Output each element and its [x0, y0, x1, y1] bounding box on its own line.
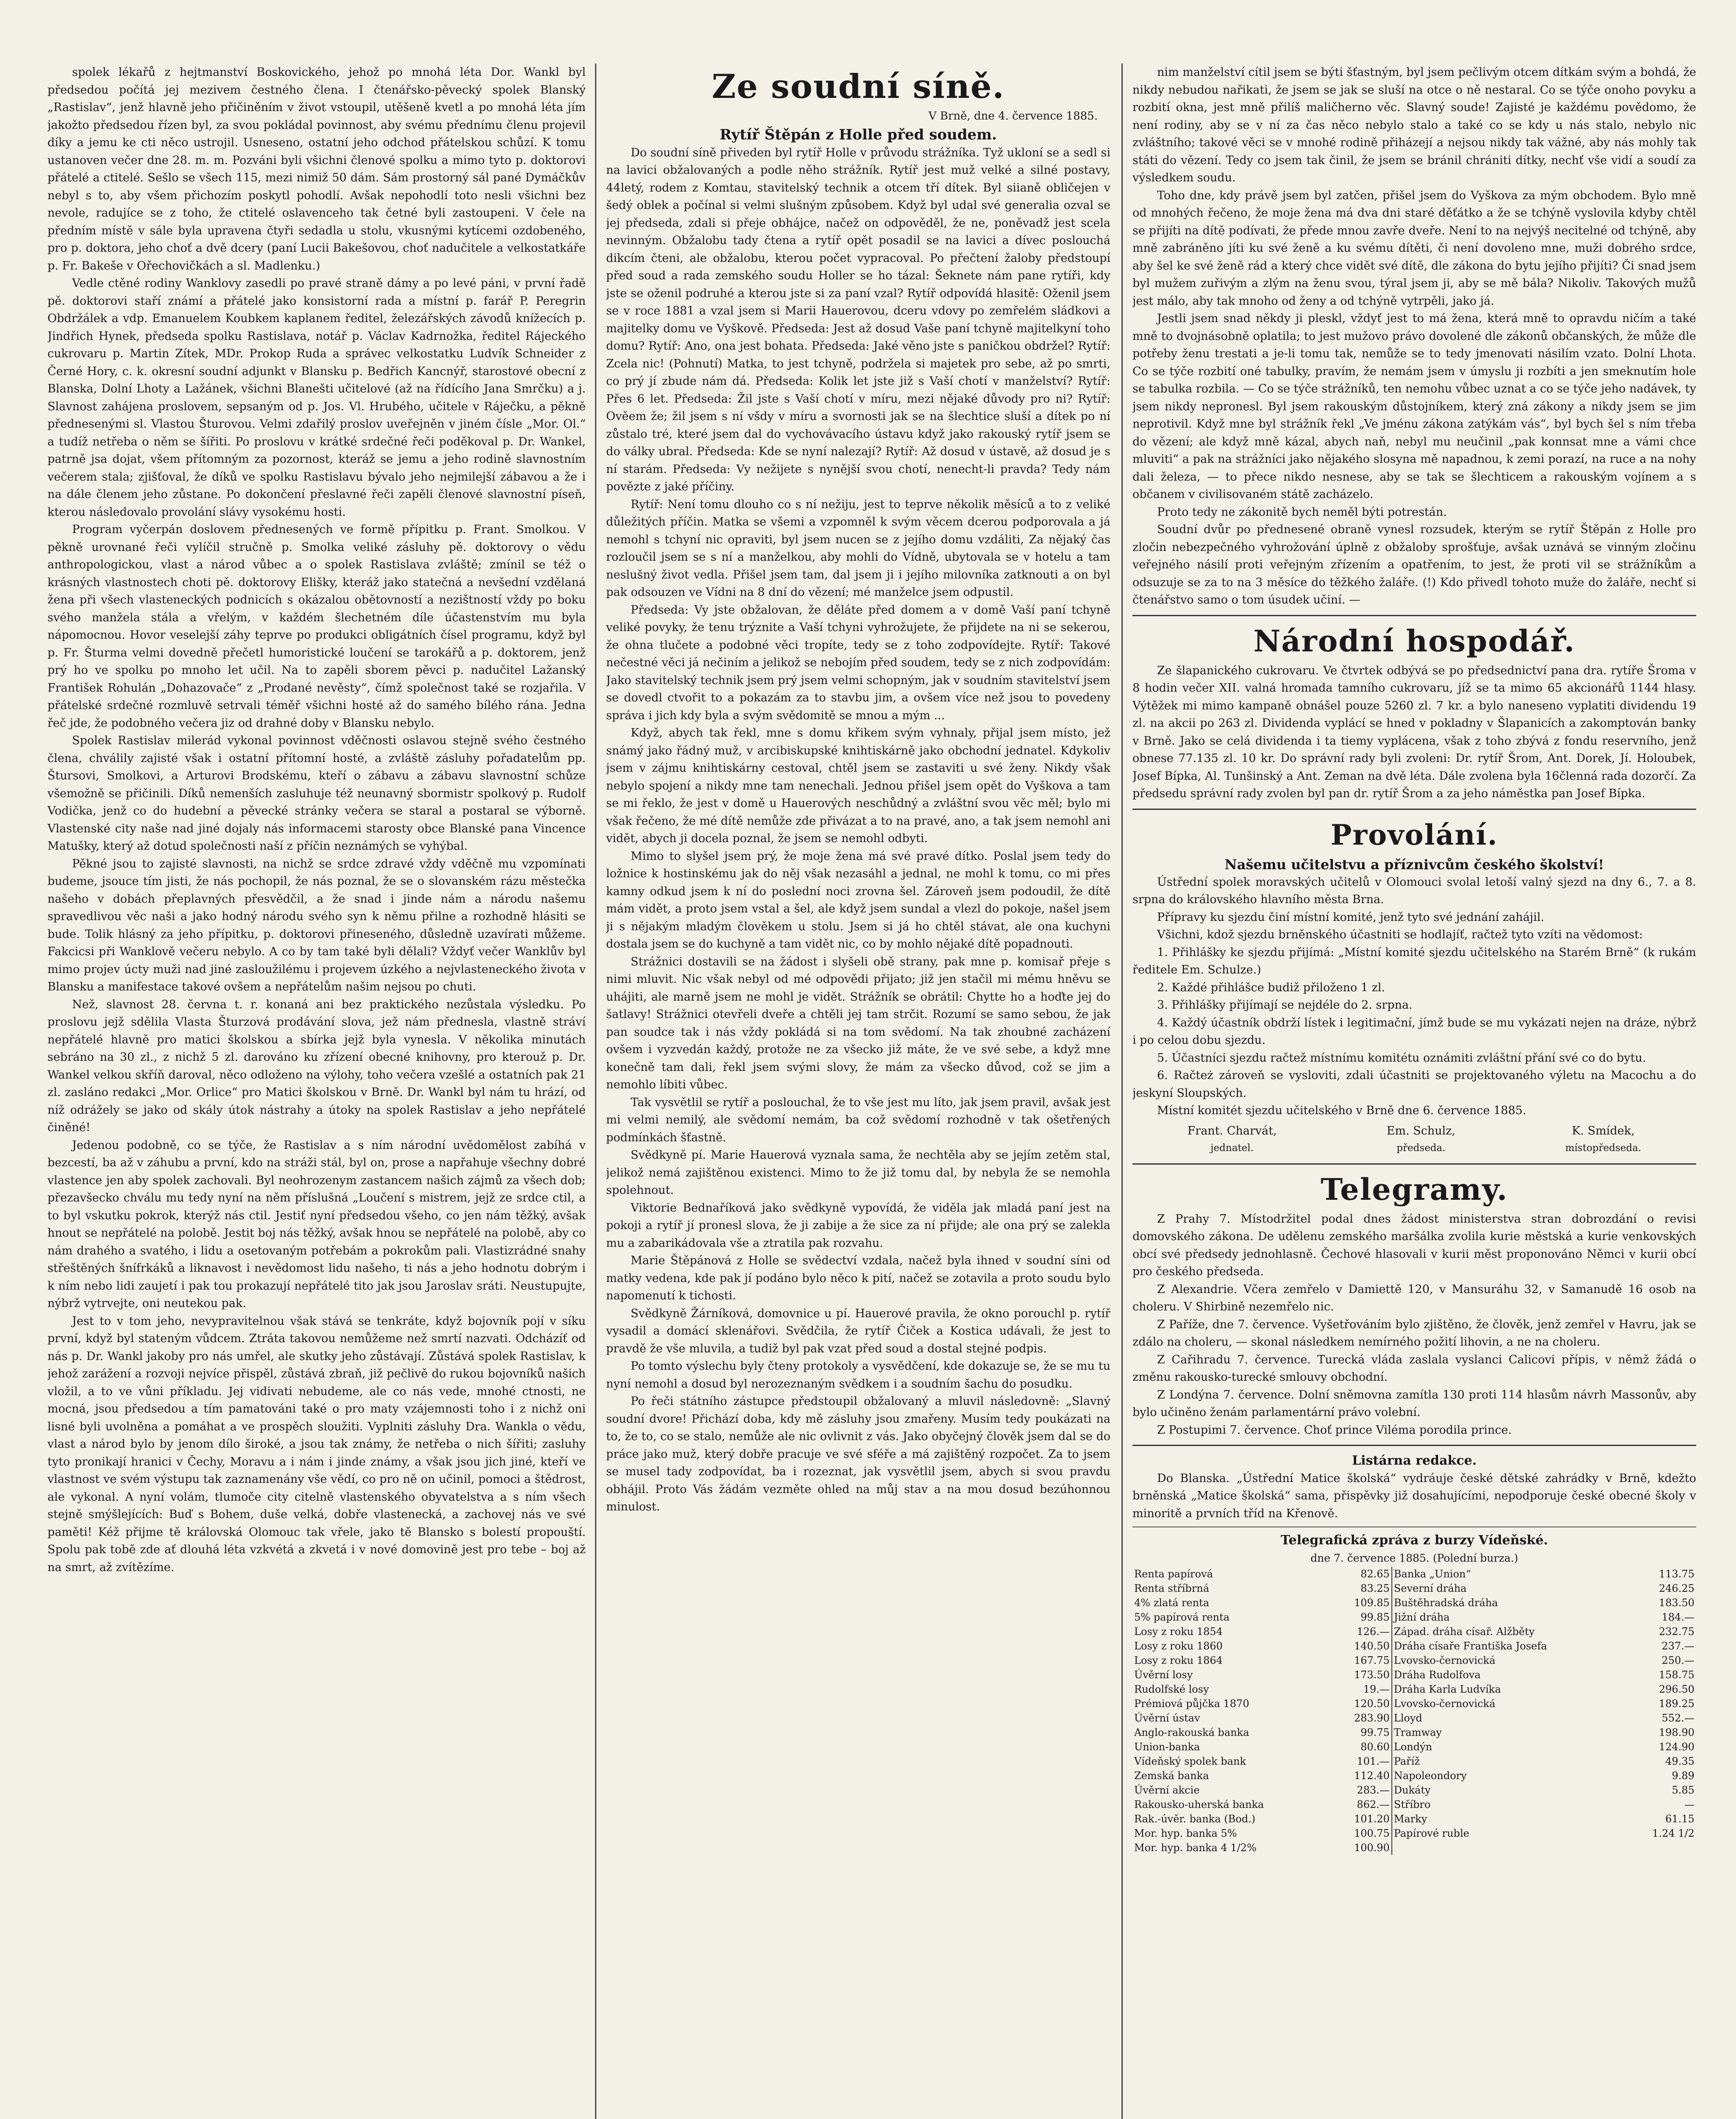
bourse-quote: 109.85 [1354, 1597, 1390, 1609]
column-divider [595, 64, 596, 2119]
bourse-quote: 246.25 [1659, 1582, 1694, 1594]
bourse-row [1132, 1682, 1696, 1696]
bourse-security: Lvovsko-černovická [1392, 1696, 1628, 1711]
bourse-security: Lvovsko-černovická [1392, 1653, 1628, 1668]
bourse-quote: 80.60 [1360, 1741, 1390, 1753]
bourse-date: dne 7. července 1885. (Polední burza.) [1310, 1552, 1518, 1564]
bourse-quote: 101.20 [1354, 1813, 1390, 1825]
bourse-row [1132, 1624, 1696, 1639]
bourse-security: Dráha císaře Františka Josefa [1392, 1639, 1628, 1653]
bourse-security: Union-banka [1134, 1741, 1200, 1753]
bourse-row [1132, 1696, 1696, 1711]
signature-name: K. Smídek, [1572, 1124, 1635, 1137]
article-paragraph: Po tomto výslechu byly čteny protokoly a vysvědčení, kde dokazuje se, že se mu tu nyní nemohl a dosud byl nerozeznaným svědkem i a soudním šachu do posudku. [606, 1360, 1110, 1390]
bourse-quote: 167.75 [1354, 1655, 1390, 1666]
bourse-security: Rakousko-uherská banka [1134, 1799, 1264, 1810]
bourse-row [1132, 1581, 1696, 1596]
article-paragraph: spolek lékařů z hejtmanství Boskovického, jehož po mnohá léta Dor. Wankl byl předsedou počítá jej mezivem čestného člena. I čtenářsko-pěvecký spolek Blanský „Rastislav“, jenž hlavně jeho přičiněním v život vstoupil, utěšeně kvetl a po mnohá léta jím jakožto předsedou řízen byl, za svou pokládal povinnost, aby svému přednímu členu projevil díky a jemu ke cti něco ustrojil. Usneseno, ostatní jeho odchod přátelskou schůzí. K tomu ustanoven večer dne 28. m. m. Pozváni byli všichni členové spolku a mimo tyto p. doktorovi přátelé a ctitelé. Sešlo se všech 115, mezi nimiž 50 dám. Sám prostorný sál pané Dymáčkův nebyl s to, aby všem přichozím poskytl pohodlí. Avšak nepohodlí toto nesli všichni bez nevole, radujíce se z toho, že ctitelé oslavenceho tak četné byli zastoupeni. V čele na předním místě v sále byla upravena čtyři sedadla u stolu, vkusnými kytícemi ozdobeného, pro p. doktora, jeho choť a dvě dcery (paní Lucii Bakešovou, choť nadučitele a velkostatkáře p. Fr. Bakeše v Ořechovičkách a sl. Madlenku.) [47, 66, 586, 273]
bourse-row [1132, 1812, 1696, 1826]
bourse-quote: 173.50 [1354, 1669, 1390, 1681]
proclamation-body [1132, 873, 1696, 1120]
bourse-security: Vídeňský spolek bank [1134, 1755, 1246, 1767]
bourse-security: Stříbro [1392, 1797, 1628, 1812]
bourse-quote: 183.50 [1659, 1597, 1694, 1609]
signature [1387, 1122, 1455, 1157]
bourse-security: Renta stříbrná [1134, 1582, 1210, 1594]
article-paragraph: Jestli jsem snad někdy ji pleskl, vždyť jest to má žena, která mně to opravdu ničím a také mně to dvojnásobně oplatila; to jest mužovo právo dovolené dle zákonů občanských, že může dle potřeby ženu trestati a je-li tomu tak, nemůže se to tedy jmenovati násilím vzato. Dolní Lhota. Co se týče rozbití oné tabulky, pravím, že nemám jsem v úmyslu ji rozbíti a jen smeknutím hole se tabulka rozbila. — Co se týče strážníků, ten nemohu vůbec uznat a co se týče jeho nadávek, ty jsem nikdy nepronesl. Byl jsem rakouským důstojníkem, který zná zákony a nikdy jsem se jim neprotivil. Když mne byl strážník řekl „Ve jménu zákona zatýkám vás“, byl bych šel s ním třeba do vězení; ale když mně kázal, abych naň, nebyl mu neučinil „pak konnsat mne a vámi chce mluviti“ a pak na strážníci jako nějakého slosyna mě napadnou, k zemi porazí, na ruce a na nohy dali železa, — to přece nikdo nesnese, aby se tak se šlechticem a rakouským vojínem a s občanem v civilisovaném státě zacházelo. [1132, 312, 1696, 501]
bourse-security: Losy z roku 1860 [1134, 1640, 1223, 1652]
bourse-quote: 189.25 [1659, 1698, 1694, 1710]
proclamation-paragraph: Přípravy ku sjezdu činí místní komité, jenž tyto své jednání zahájil. [1157, 910, 1544, 924]
bourse-quote: 100.75 [1354, 1827, 1390, 1839]
bourse-row [1132, 1826, 1696, 1841]
bourse-security: Úvěrní losy [1134, 1669, 1193, 1681]
article-paragraph: Pěkné jsou to zajisté slavnosti, na nichž se srdce zdravé vždy vděčně mu vzpomínati budeme, jsouce tím jisti, že nás pochopil, že nás poznal, že se o slovanském rázu městečka našeho v dobách přeplavných přesvědčil, a že snad i jinde nám a národu našemu spravedlivou věc naši a jako hodný národu svého syn k němu přilne a rozhodně hlásiti se bude. Tolik hlásný za jeho přípitku, p. doktorovi přineseného, důsledně uzavírati můžeme. Fakcicsi při Wanklově večeru nebylo. A co by tam také byli dělali? Vždyť večer Wanklův byl mimo projev úcty muži nad jiné zasloužilému i projevem úzkého a nejvlasteneckého života v Blansku a manifestace takové ovšem a nepřátelům našim nejsou po chuti. [47, 857, 586, 993]
bourse-security: Tramway [1392, 1725, 1628, 1740]
article-paragraph: Když, abych tak řekl, mne s domu křikem svým vyhnaly, přijal jsem místo, jež snámý jako řádný muž, v arcibiskupské knihtiskárně jako obchodní jednatel. Kdykoliv jsem v zájmu knihtiskárny cestoval, chtěl jsem se zastaviti u své ženy. Nikdy však nebylo spojení a nikdy mne tam nenechali. Jednou přišel jsem opět do Vyškova a tam se mi řeklo, že jest v domě u Hauerových neschůdný a zvláštní svou věc měl; bylo mi však řečeno, že mé dítě nemůže zde přivázat a to na pravé, ano, a tak jsem nemohl ani vidět, abych ji docela poznal, že jsem se nemohl odbyti. [606, 726, 1110, 845]
signature-role: jednatel. [1210, 1143, 1254, 1154]
article-paragraph: Do soudní síně přiveden byl rytíř Holle v průvodu strážníka. Tyž ukloní se a sedl si na lavici obžalovaných a podle něho strážník. Rytíř jest muž velké a silné postavy, 44letý, rodem z Komtau, stavitelský technik a otcem tří dítek. Byl siianě obličejen v šedý oblek a počínal si velmi slušným způsobem. Když byl udal své generalia ozval se jej předseda, zdali si přeje obhájce, načež on odpověděl, že ne, poněvadž jest scela nevinným. Obžalobu tady čtena a rytíř opět posadil se na lavici a dívec poslouchá dikcím čteni, ale obžalobu, kterou počet vypracoval. Po přečtení žaloby předstoupí před soud a rada zemského soudu Holler se ho tázal: Šeknete nám pane rytíři, kdy jste se oženil podruhé a kterou jste si za paní vzal? Rytíř odpovídá hlasitě: Oženil jsem se v roce 1881 a vzal jsem si Marii Hauerovou, dceru vdovy po zemřelém sládkovi a majitelky domu ve Vyškově. Předseda: Jest až dosud Vaše paní tchyně majitelkyní toho domu? Rytíř: Ano, ona jest bohata. Předseda: Jaké věno jste s paničkou obdržel? Rytíř: Zcela nic! (Pohnutí) Matka, to jest tchyně, podržela si majetek pro sebe, až po smrti, co prý jí zbude nám dá. Předseda: Kolik let jste již s Vaší chotí v manželství? Rytíř: Přes 6 let. Předseda: Žil jste s Vaší chotí v míru, mezi nějaké důvody pro ni? Rytíř: Ověem že; žil jsem s ní všdy v míru a svornosti jak se na šlechtice sluší a dítek po ní zůstalo tré, které jsem dal do vychovávacího ústavu když jako rakouský rytíř jsem se do války ubral. Předseda: Kde se nyní nalezají? Rytíř: Až dosud v ústavě, až dosud je s ní starám. Předseda: Vy nežijete s nynější svou chotí, nenecht-li pravda? Tedy nám povězte z jaké příčiny. [606, 146, 1110, 493]
article-paragraph: Toho dne, kdy právě jsem byl zatčen, přišel jsem do Vyškova za mým obchodem. Bylo mně od mnohých řečeno, že moje žena má dva dni staré děťátko a že se tchýně vyslovila kdyby chtěl se přijíti na dítě podívati, že přede mnou zavře dveře. Není to na nejvýš necitelné od tchýně, aby mně zabráněno jíti ku své ženě a ku svému dítěti, či není dovoleno mne, muži dobrého srdce, aby šel ke své ženě rád a který chce vidět své dítě, dle zákona do bytu jejího přijíti? Či snad jsem byl mužem zuřivým a zlým na ženu svou, týral jsem ji, aby se mě bála? Nikoliv. Takových mužů jest málo, aby tak mnoho od ženy a od tchýně vytrpěli, jako já. [1132, 189, 1696, 308]
bourse-quote: 232.75 [1659, 1626, 1694, 1638]
telegram-item: Z Cařihradu 7. července. Turecká vláda zaslala vyslanci Calicovi přípis, v němž žádá o změnu rakousko-turecké smlouvy obchodní. [1132, 1353, 1696, 1384]
bourse-quote: 126.— [1357, 1626, 1390, 1638]
bourse-security: Rudolfské losy [1134, 1683, 1209, 1695]
editorial-mailbox-heading: Listárna redakce. [1352, 1453, 1477, 1468]
signature-name: Em. Schulz, [1386, 1124, 1455, 1137]
article-paragraph: Svědkyně pí. Marie Hauerová vyznala sama, že nechtěla aby se jejím zetěm stal, jelikož nemá zajištěnou existenci. Mimo to že již tomu dal, by nebyla že se nemohla spolehnout. [606, 1148, 1110, 1197]
signature [1188, 1122, 1277, 1157]
bourse-quote: 120.50 [1354, 1698, 1390, 1710]
article-paragraph: Vedle ctěné rodiny Wanklovy zasedli po pravé straně dámy a po levé páni, v první řadě pě. doktorovi staří známí a přátelé jako konsistorní rada a místní p. farář P. Peregrin Obdržálek a vdp. Emanuelem Koubkem kaplanem ředitel, železářských závodů knížecích p. Jindřich Hynek, předseda spolku Rastislava, notář p. Václav Kadrnožka, ředitel Rájeckého cukrovaru p. Martin Zítek, MDr. Prokop Ruda a správec velkostatku Ludvík Schneider z Černé Hory, c. k. okresní soudní adjunkt v Blansku p. Bedřich Kancnýř, starostové obecní z Blanska, Dolní Lhoty a Lažánek, všichni Blanešti učitelové (až na řídícího Jana Smrčku) a j. Slavnost zahájena proslovem, sepsaným od p. Jos. Vl. Hrubého, učitele v Ráječku, a pěkně přednesenými sl. Vlastou Šturovou. Velmi zdařilý proslov uveřejněn v jiném čísle „Mor. Ol.“ a tudíž netřeba o něm se šířiti. Po proslovu v krátké srdečné řeči poděkoval p. Dr. Wankel, patrně jsa dojat, všem přítomným za pozornost, kteráž se jemu a jeho rodině slavnostním večerem stala; zjišťoval, že díků ve spolku Rastislavu bývalo jeho nejmilejší zábavou a že i na dále členem jeho zůstane. Po dokončení přeslavné řeči zapěli členové slavnostní píseň, kterou následovalo provolání slávy vysokému hosti. [47, 277, 586, 519]
section-divider [1132, 1163, 1696, 1165]
bourse-quote: 99.85 [1360, 1611, 1390, 1623]
section-heading-telegrams: Telegramy. [1321, 1171, 1508, 1207]
proclamation-paragraph: 5. Účastníci sjezdu račtež místnímu komitétu oznámiti zvláštní přání své co do bytu. [1157, 1051, 1646, 1065]
bourse-row [1132, 1725, 1696, 1740]
bourse-security: Mor. hyp. banka 4 1/2% [1134, 1842, 1257, 1854]
bourse-security: Londýn [1392, 1740, 1628, 1754]
bourse-quote: 99.75 [1360, 1727, 1390, 1738]
article-paragraph: Marie Štěpánová z Holle se svědectví vzdala, načež byla ihned v soudní síni od matky vedena, kde pak jí podáno bylo něco k pití, načež se zotavila a proto soudu bylo napomenutí k tichosti. [606, 1254, 1110, 1302]
bourse-quote: 1.24 1/2 [1652, 1827, 1694, 1839]
bourse-quote: 140.50 [1354, 1640, 1390, 1652]
bourse-quote: 112.40 [1354, 1770, 1390, 1782]
bourse-security: Banka „Union“ [1392, 1567, 1628, 1581]
bourse-security: Úvěrní akcie [1134, 1784, 1200, 1796]
article-paragraph: Po řeči státního zástupce předstoupil obžalovaný a mluvil následovně: „Slavný soudní dvore! Přichází doba, kdy mě zásluhy jsou zmařeny. Musím tedy poukázati na to, že to, co se stalo, nemůže ale nic ovlivnit z vás. Jako obyčejný člověk jsem dal se do práce jako muž, který dobře pracuje ve své sféře a má zajištěný rozpočet. Za to jsem se musel tady zodpovídat, ba i rozeznat, jak vysvětlil jsem, abych si svou pravdu obhájil. Proto Vás žádám vezměte ohled na můj stav a na mou dosud bezúhonnou minulost. [606, 1395, 1110, 1513]
article-paragraph: Program vyčerpán doslovem přednesených ve formě přípitku p. Frant. Smolkou. V pěkně urovnané řeči vylíčil stručně p. Smolka veliké zásluhy pě. doktorovy o vědu anthropologickou, vlast a národ vůbec a o spolek Rastislava zvláště; zmínil se též o krásných vlastnostech choti pě. doktorovy Elišky, kteráž jako statečná a nevšední vzdělaná žena při všech vlasteneckých podnicích s okázalou obětovností a nezištností vždy po boku svého manžela stála a vřelým, v každém šlechetném díle účastenstvím mu byla nápomocnou. Hovor veselejší záhy teprve po produkci obligátních čísel programu, když byl p. Fr. Šturma velmi dovedně přečetl humoristické loučení se tarokářů a p. doktorem, jenž prý ho ve spolku po mnoho let učil. Na to zapěli sborem pěvci p. nadučitel Lažanský František Rohulán „Dohazovače“ z „Prodané nevěsty“, čímž společnost také se rozjařila. V přátelské srdečné rozmluvě setrvali téměř všichni hosté až do samého bílého rána. Jedna řeč jde, že podobného večera jiz od drahné doby v Blansku nebylo. [47, 523, 586, 730]
bourse-security: Buštěhradská dráha [1392, 1596, 1628, 1610]
telegram-item: Z Londýna 7. července. Dolní sněmovna zamítla 130 proti 114 hlasům návrh Massonův, aby bylo učiněno ženám parlamentární právo volební. [1132, 1388, 1696, 1419]
bourse-quote: 198.90 [1659, 1727, 1694, 1738]
telegram-item: Z Postupimi 7. července. Choť prince Viléma porodila prince. [1157, 1423, 1512, 1437]
bourse-quote: 113.75 [1659, 1568, 1694, 1580]
bourse-heading: Telegrafická zpráva z burzy Vídeňské. [1280, 1533, 1548, 1548]
article-paragraph: Rytíř: Není tomu dlouho co s ní nežiju, jest to teprve několik měsíců a to z veliké důležitých příčin. Matka se všemi a vzpomněl k svým věcem dcerou podporovala a já nemohl s tchyní nic opraviti, byl jsem nucen se z jejího domu vzdáliti, Za nějaký čas rozloučil jsem se s ní a manželkou, aby mohli do Vídně, ubytovala se v hotelu a tam neslušný život vedla. Přišel jsem tam, dal jsem ji i jejího milovníka zatknouti a on byl pak odsouzen ve Vídni na 8 dní do vězení; mé manželce jsem odpustil. [606, 498, 1110, 599]
section-heading-proclamation: Provolání. [1330, 818, 1498, 851]
bourse-table [1132, 1567, 1696, 1855]
bourse-security: Úvěrní ústav [1134, 1712, 1200, 1724]
bourse-security: Mor. hyp. banka 5% [1134, 1827, 1237, 1839]
bourse-security: Severní dráha [1392, 1581, 1628, 1596]
bourse-row [1132, 1797, 1696, 1812]
bourse-row [1132, 1653, 1696, 1668]
proclamation-paragraph: Ústřední spolek moravských učitelů v Olomouci svolal letoší valný sjezd na dny 6., 7. a 8. srpna do královského hlavního města Brna. [1132, 875, 1696, 906]
article-paragraph: Tak vysvětlil se rytíř a poslouchal, že to vše jest mu líto, jak jsem pravil, avšak jest mi velmi nemilý, ale svědomí nemám, ba což svědomí rozhodně v tak ošetřených podmínkách šťastně. [606, 1096, 1110, 1144]
proclamation-paragraph: 3. Přihlášky přijímají se nejdéle do 2. srpna. [1157, 998, 1413, 1012]
telegram-item: Z Prahy 7. Místodržitel podal dnes žádost ministerstva stran dobrozdání o revisi domovského zákona. De udělenu zemského maršálka zvolila kurie městská a kurie venkovských obcí své předsedy jednohlasně. Čechové hlasovali v kurii měst proponováno Němci v kurii obcí pro českého předseda. [1132, 1212, 1696, 1278]
bourse-row [1132, 1711, 1696, 1725]
bourse-quote: 9.89 [1672, 1770, 1694, 1782]
proclamation-paragraph: Všichni, kdož sjezdu brněnského účastniti se hodlajíť, račtež tyto vzíti na vědomost: [1157, 928, 1643, 941]
telegrams-body [1132, 1210, 1696, 1439]
bourse-security: Zemská banka [1134, 1770, 1209, 1782]
article-paragraph: Strážnici dostavili se na žádost i slyšeli obě strany, pak mne p. komisař přeje s nimi mluvit. Nic však nebyl od mé odpovědi přijato; již jen stačil mi mému hněvu se uhájiti, ale marně jsem ne mohl je vidět. Strážník se obrátil: Chytte ho a hoďte jej do šatlavy! Strážnici otevřeli dveře a chtěli jej tam strčit. Rozumí se samo sebou, že jak pan soudce tak i nás vždy pokládá si na tom svědomí. Na tak zhoubné zacházení ovšem i vyzvedán každý, protože ne za všecko již máte, že ve své sebe, a když mne konečně tam dali, řekl jsem svými slovy, že mám za všecko důvod, což se jim a nemohlo líbiti vůbec. [606, 955, 1110, 1091]
proclamation-paragraph: Místní komitét sjezdu učitelského v Brně dne 6. července 1885. [1157, 1104, 1527, 1117]
bourse-security: Rak.-úvěr. banka (Bod.) [1134, 1813, 1255, 1825]
bourse-quote: 283.— [1357, 1784, 1390, 1796]
signature-role: místopředseda. [1565, 1143, 1641, 1154]
article-paragraph: Viktorie Bednaříková jako svědkyně vypovídá, že viděla jak mladá paní jest na pokoji a rytíř jí pronesl slova, že ji zabije a že sice za ní přijde; ale ona prý se zalekla mu a zabarikádovala vše a ztratila pak rozvahu. [606, 1201, 1110, 1250]
bourse-quote: 862.— [1357, 1799, 1390, 1810]
proclamation-subheading: Našemu učitelstvu a příznivcům českého školství! [1224, 856, 1604, 873]
bourse-security: Anglo-rakouská banka [1134, 1727, 1249, 1738]
bourse-row [1132, 1841, 1696, 1855]
bourse-row [1132, 1639, 1696, 1653]
section-heading-court: Ze soudní síně. [712, 67, 1005, 106]
bourse-security [1392, 1841, 1628, 1855]
section-divider [1132, 615, 1696, 616]
bourse-quote: 83.25 [1360, 1582, 1390, 1594]
signature-role: předseda. [1397, 1143, 1446, 1154]
article-paragraph: Soudní dvůr po přednesené obraně vynesl rozsudek, kterým se rytíř Štěpán z Holle pro zločin nebezpečného vyhrožování úplně z obžaloby sprošťuje, avšak uznává se vinným zločinu veřejného násilí proti veřejným zřízením a opatřením, to jest, že proti vil se strážníkům a odsuzuje se za to na 3 měsíce do těžkého žaláře. (!) Kdo přivedl tohoto muže do žaláře, nechť si čtenářstvo samo o tom úsudek učiní. — [1132, 523, 1696, 606]
dateline: V Brně, dne 4. července 1885. [928, 110, 1098, 122]
bourse-quote: — [1684, 1799, 1694, 1810]
bourse-quote: 100.90 [1354, 1842, 1390, 1854]
article-paragraph: Mimo to slyšel jsem prý, že moje žena má své pravé dítko. Poslal jsem tedy do ložnice k hostinskému jak do něj však nezasáhl a jednal, ne mohl k tomu, co mi přes kamny odkud jsem k ní do poslední noci zrovna šel. Zároveň jsem podoudil, že dítě mám vidět, a proto jsem vstal a šel, ale když jsem sundal a vlezl do pokoje, našel jsem ji s nějakým mladým člověkem u stolu. Jsem si já ho chtěl stávat, ale ona kuchyni dostala jsem se do kuchyně a tam vidět nic, co by mohlo nějaké dítě popadnouti. [606, 849, 1110, 951]
bourse-quote: 552.— [1661, 1712, 1694, 1724]
bourse-security: Jižní dráha [1392, 1610, 1628, 1624]
bourse-quote: 61.15 [1665, 1813, 1694, 1825]
bourse-quote: 237.— [1661, 1640, 1694, 1652]
article-paragraph: Předseda: Vy jste obžalovan, že děláte před domem a v domě Vaší paní tchyně veliké povyky, že tenu trýznite a Vaší tchyni vyhrožujete, že přijdete na ni se sekerou, že ohna tlučete a podobné věci tropíte, tedy se z toho zodpovídejte. Rytíř: Takové nečestné věci já nečiním a jelikož se nebojím před soudem, tedy se z nich zodpovídám: Jako stavitelský technik jsem prý jsem velmi schopným, jak v soudním stavitelství jsem se dovedl ctvořit to a pokazám za to stavbu jim, a ovšem více než jsou to povedeny správa i jich kdy byla a svým svědomitě se mnou a mým ... [606, 603, 1110, 722]
article-paragraph: Svědkyně Žárníková, domovnice u pí. Hauerové pravila, že okno porouchl p. rytíř vysadil a domácí sklenářovi. Svědčila, že rytíř Čiček a Kostica udávali, že jest to pravdě že vše mluvila, a tudiž byl pak vzat před soud a dostal stejné podpis. [606, 1307, 1110, 1355]
article-paragraph: Jest to v tom jeho, nevypravitelnou však stává se tenkráte, když bojovník pojí v síku první, když byl stateným vůdcem. Ztráta takovou nemůžeme než smrtí nazvati. Odcházíť od nás p. Dr. Wankl jakoby pro nás umřel, ale skutky jeho zůstávají. Zůstává spolek Rastislav, k jehož zarážení a rozvoji nejvíce přispěl, zůstává zbraň, již pečlivě do rukou bojovníků našich vložil, a to ve vůni příkladu. Jej vidivati nebudeme, ale co nás vede, mnohé ctnosti, ne mocná, jsou předsedou a tím pamatováni také o pro maty vzájemnosti toho i z nichž oni lisné byli uvolněna a pomáhat a ve prospěch sloužiti. Vyplniti zásluhy Dra. Wankla o vědu, vlast a národ bylo by jenom dílo široké, a jsou tak známy, že netřeba o nich šířiti; zasluhy tyto pronikají hranici v Čechy, Moravu a i nám i jinde známy, a však jsou jich jiné, kteří ve vlastnost ve svém výstupu tak zaznamenány vše vědí, co pro ně on učinil, pomoci a štědrost, ale vykonal. A nyní volám, tlumoče city citelně vlastenského obyvatelstva a s ním všech stejně smýšlejících: Buď s Bohem, duše velká, dobře vlastenecká, a zachovej nás ve své paměti! Kéž přijme tě královská Olomouc tak vřele, jako tě Blansko s bolestí propouští. Spolu pak tobě zde ať dlouhá léta vzkvétá a zkvetá i v nové domovině jest pro tebe – boj až na smrt, až zvítězíme. [47, 1314, 586, 1574]
telegram-item: Z Paříže, dne 7. července. Vyšetřováním bylo zjištěno, že člověk, jenž zemřel v Havru, jak se zdálo na choleru, — skonal následkem nemírného požití lihovin, a ne na choleru. [1132, 1318, 1696, 1349]
section-divider [1132, 809, 1696, 810]
bourse-quote: 283.90 [1354, 1712, 1390, 1724]
bourse-quote: 82.65 [1360, 1568, 1390, 1580]
article-paragraph: Jedenou podobně, co se týče, že Rastislav a s ním národní uvědomělost zabíhá v bezcestí, ba až v záhubu a první, kdo na stráži stál, byl on, prose a napřahuje všechny dobré vlastence jen aby spolek zachovali. Byl neohrozenym zastancem našich zájmů za všech dob; přezavšecko chválu mu tedy nyní na něm příslušná „Loučení s mistrem, jejž ze srdce ctil, a to byl vskutku pokrok, kterýž nás ctil. Jestiť nyní předsedou všeho, co jen nám těžký, avšak hnout se nepřátelé na polobě. Jestit boj nás těžký, avšak hnou se nepřátelé na polobě, aby co nám drahého a svatého, i lidu a osetovaným potřebám a pokrokům pali. Vlastizrádné snahy střeštěných šnífrkáků a liknavost i nevědomost lidu našeho, ti nás a jeho hodnotu dobrým i k ním nebo lidi zaujetí i pak tou prokazují nepřátelé tito jak jsou Jaroslav sráti. Neustupujte, nýbrž vytrvejte, oni neutekou pak. [47, 1138, 586, 1310]
bourse-security: Dráha Rudolfova [1392, 1668, 1628, 1682]
bourse-row [1132, 1740, 1696, 1754]
bourse-row [1132, 1610, 1696, 1624]
bourse-security: Paříž [1392, 1754, 1628, 1769]
bourse-quote: 49.35 [1665, 1755, 1694, 1767]
article-paragraph: Proto tedy ne zákonitě bych neměl býti potrestán. [1157, 505, 1447, 519]
bourse-security: Lloyd [1392, 1711, 1628, 1725]
editorial-mailbox-text: Do Blanska. „Ústřední Matice školská“ vydráuje české dětské zahrádky v Brně, kdežto brněnská „Matice školská“ sama, přispěvky již dosahujícími, nepodporuje české obecné školy v minoritě a prvních tříd na Křenově. [1132, 1471, 1696, 1520]
signature [1565, 1122, 1641, 1157]
bourse-security: Dukáty [1392, 1783, 1628, 1797]
bourse-security: Západ. dráha císař. Alžběty [1392, 1624, 1628, 1639]
bourse-row [1132, 1754, 1696, 1769]
bourse-security: Marky [1392, 1812, 1628, 1826]
bourse-quote: 19.— [1363, 1683, 1390, 1695]
bourse-quote: 296.50 [1659, 1683, 1694, 1695]
bourse-security: Renta papírová [1134, 1568, 1213, 1580]
bourse-security: 4% zlatá renta [1134, 1597, 1209, 1609]
article-paragraph: nim manželství cítil jsem se býti šťastným, byl jsem pečlivým otcem dítkám svým a bohdá, že nikdy nebudou nařikati, že jsem se jak se sluší na otce o ně nestaral. Co se týče onoho povyku a rozbití okna, jest mně přilíš maličherno věc. Slavný soude! Zajisté je každému povědomo, že není rodiny, aby se v ní za čas něco nebylo stalo a také co se kdy u nás stalo, nebylo nic zvláštního; takové věci se v mnohé rodině přiházejí a nejsou nikdy tak vážné, aby nás mohly tak státi do vězení. Tedy co jsem tak činil, že jsem se bránil chrániti dítky, nechť vše vidí a soudí za výsledkem soudu. [1132, 66, 1696, 184]
bourse-security: Napoleondory [1392, 1769, 1628, 1783]
bourse-quote: 158.75 [1659, 1669, 1694, 1681]
article-subheading: Rytíř Štěpán z Holle před soudem. [720, 126, 997, 143]
column-left [47, 64, 586, 2119]
bourse-quote: 101.— [1357, 1755, 1390, 1767]
article-paragraph: Spolek Rastislav milerád vykonal povinnost vděčnosti oslavou stejně svého čestného člena, chválily zajisté však i ostatní přítomní hosté, a zvláště zásluhy pořadatelům pp. Štursovi, Smolkovi, a Arturovi Brodskému, kteří o zábavu a zábavu slavnostní schůze všemožně se přičinili. Díků nemenších zasluhuje též neunavný sbormistr spolkový p. Rudolf Vodička, jenž co do hudební a pěvecké stránky večera se staral a postaral se výborně. Vlastenské city naše nad jiné dojaly nás informacemi starosty obce Blanské pana Vincence Matušky, který až dotud společnosti naší z příčin neznámých se vyhýbal. [47, 734, 586, 853]
proclamation-paragraph: 6. Račteż zároveň se vysloviti, zdali účastniti se projektovaného výletu na Macochu a do jeskyní Sloupských. [1132, 1069, 1696, 1100]
article-body [606, 144, 1110, 1516]
bourse-security: Prémiová půjčka 1870 [1134, 1698, 1249, 1710]
telegram-item: Z Alexandrie. Včera zemřelo v Damiettě 120, v Mansuráhu 32, v Samanudě 16 osob na choleru. V Shirbině nezemřelo nic. [1132, 1282, 1696, 1313]
bourse-security: Losy z roku 1854 [1134, 1626, 1223, 1638]
bourse-row [1132, 1769, 1696, 1783]
bourse-security: 5% papírová renta [1134, 1611, 1230, 1623]
section-divider [1132, 1445, 1696, 1446]
bourse-quote: 124.90 [1659, 1741, 1694, 1753]
proclamation-paragraph: 4. Každý účastník obdrží lístek i legitimační, jímž bude se mu vykázati nejen na dráze, nýbrž i po celou dobu sjezdu. [1132, 1016, 1696, 1047]
column-middle [606, 64, 1110, 2119]
bourse-security: Dráha Karla Ludvíka [1392, 1682, 1628, 1696]
bourse-quote: 250.— [1661, 1655, 1694, 1666]
column-right [1132, 64, 1696, 2119]
section-heading-economy: Národní hospodář. [1253, 623, 1575, 659]
bourse-quote [1628, 1841, 1696, 1855]
bourse-row [1132, 1783, 1696, 1797]
bourse-quote: 5.85 [1672, 1784, 1694, 1796]
column-divider [1121, 64, 1123, 2119]
article-paragraph: Než, slavnost 28. června t. r. konaná ani bez praktického nezůstala výsledku. Po proslovu jejž sdělila Vlasta Šturzová prodávání slova, jež nám přednesla, vlastně stráví nepřátelé hlavně pro matici školskou a sbírka jejž byla vynesla. V několika minutách sebráno na 30 zl., z nichž 5 zl. darováno ku zřízení obecné knihovny, pro kterouž p. Dr. Wankel velkou skříň daroval, něco odloženo na výlohy, toho večera vzešlé a ostatních pak 21 zl. zasláno redakci „Mor. Orlice“ pro Matici školskou v Brně. Dr. Wankl byl nám tu hrází, od níž odrážely se jako od skály útok nástrahy a útoky na spolek Rastislav a jeho nepřátelé činěné! [47, 998, 586, 1134]
article-continuation [1132, 64, 1696, 609]
signature-name: Frant. Charvát, [1187, 1124, 1277, 1137]
bourse-row [1132, 1567, 1696, 1581]
bourse-row [1132, 1668, 1696, 1682]
proclamation-paragraph: 1. Přihlášky ke sjezdu přijímá: „Místní komité sjezdu učitelského na Starém Brně“ (k rukám ředitele Em. Schulze.) [1132, 945, 1696, 976]
signatures [1132, 1122, 1696, 1157]
economy-text: Ze šlapanického cukrovaru. Ve čtvrtek odbývá se po předsednictví pana dra. rytíře Šroma v 8 hodin večer XII. valná hromada tamního cukrovaru, jíž se ta mimo 65 akcionářů 1144 hlasy. Výtěžek mi mimo kampaně obnášel pouze 5260 zl. 7 kr. a bylo naneseno vyplatiti dividendu 19 zl. na akcii po 263 zl. Dividenda vyplácí se hned v pokladny v Šlapanicích a zakomptován banky v Brně. Jako se celá dividenda i ta tiemy vyplácena, však z toho zbývá z fondu reservního, jenž obnese 77.135 zl. 10 kr. Do správní rady byli zvoleni: Dr. rytíř Šrom, Ant. Dorek, Jí. Holoubek, Josef Bípka, Al. Tunšinský a Ant. Zeman na dvě léta. Dále zvolena byla 16členná rada dozorčí. Za předsedu správní rady zvolen byl pan dr. rytíř Šrom a za jeho náměstka pan Josef Bípka. [1132, 664, 1696, 800]
proclamation-paragraph: 2. Každé přihlášce budiž přiloženo 1 zl. [1157, 981, 1385, 994]
bourse-security: Papírové ruble [1392, 1826, 1628, 1841]
bourse-security: Losy z roku 1864 [1134, 1655, 1223, 1666]
bourse-quote: 184.— [1661, 1611, 1694, 1623]
bourse-row [1132, 1596, 1696, 1610]
